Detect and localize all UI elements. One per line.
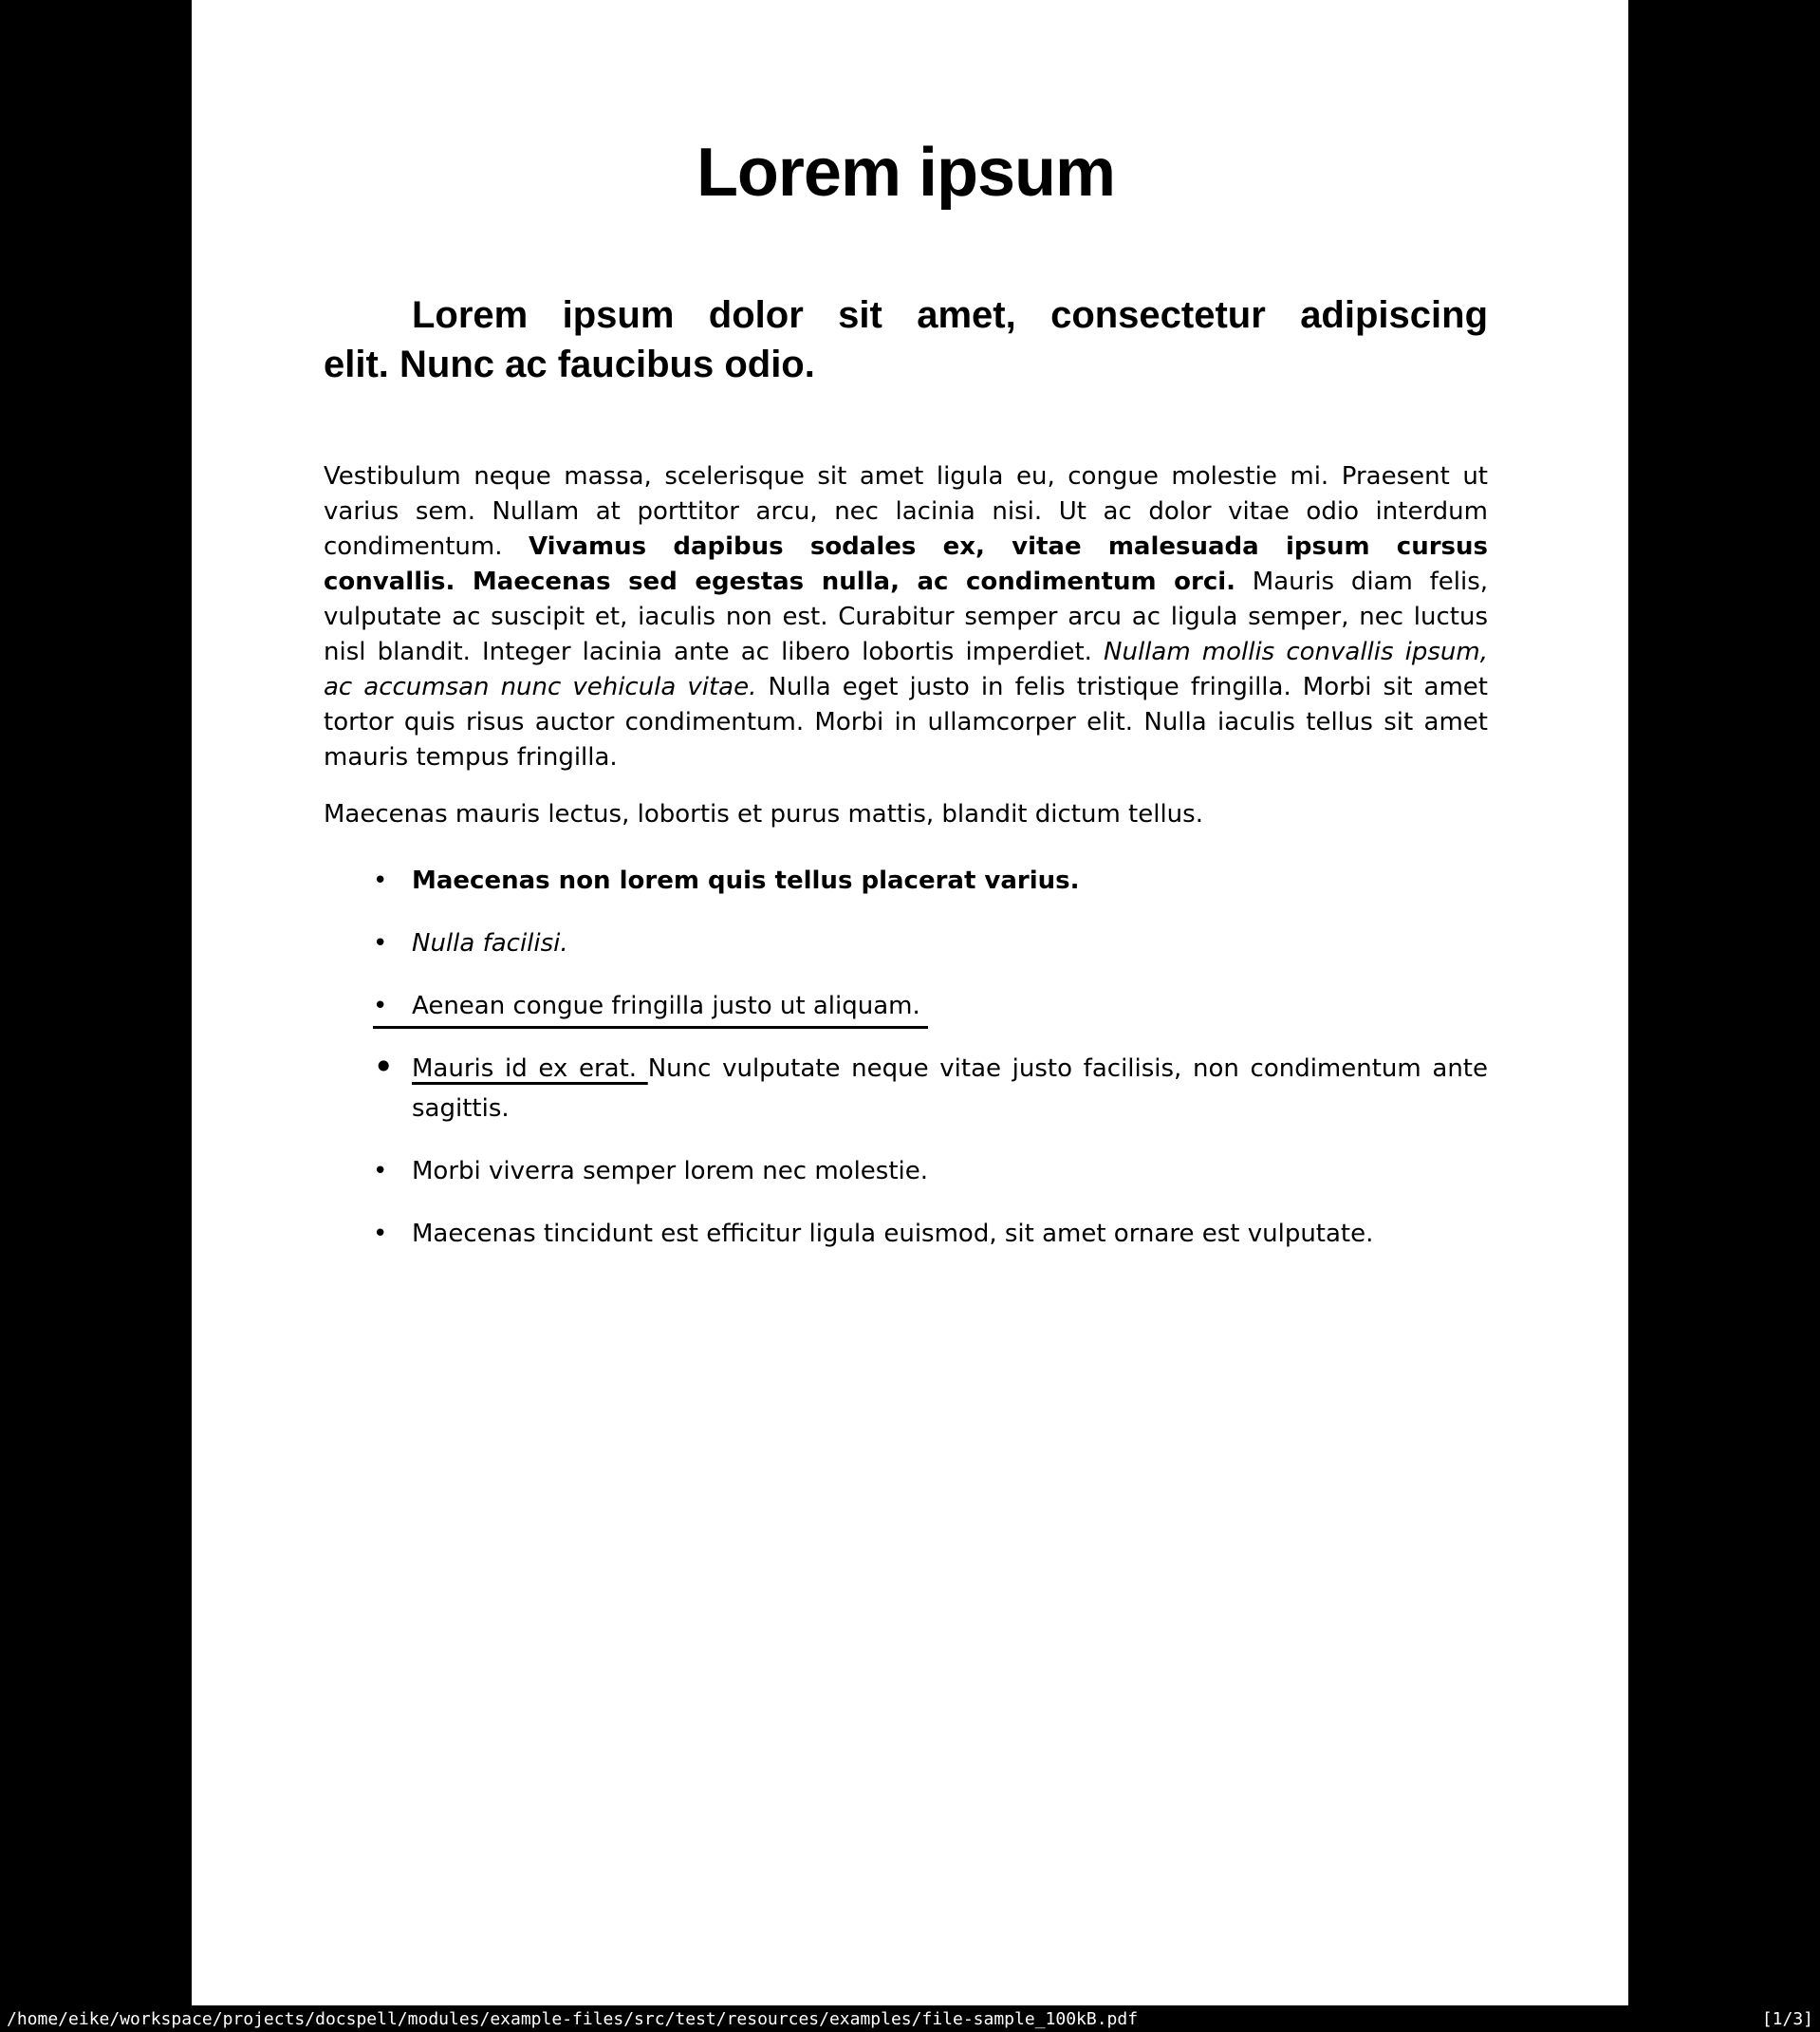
text-run: Maecenas non lorem quis tellus placerat varius.: [412, 867, 1080, 895]
document-page[interactable]: [192, 0, 1628, 2005]
text-run: convallis. Maecenas sed egestas nulla, ac condimentum orci.: [324, 568, 1236, 596]
paragraph-line: [324, 600, 1488, 635]
list-item: [324, 1214, 1488, 1254]
paragraph-line: [324, 494, 1488, 530]
text-run: Morbi viverra semper lorem nec molestie.: [412, 1157, 929, 1185]
list-item: [324, 1046, 1488, 1128]
subtitle-line: elit. Nunc ac faucibus odio.: [324, 344, 815, 385]
document-title: Lorem ipsum: [696, 135, 1116, 211]
paragraph-line: [324, 459, 1488, 494]
statusbar-file-path: /home/eike/workspace/projects/docspell/modules/example-files/src/test/resources/examples/file-sample_100kB.pdf: [7, 2008, 1139, 2029]
bullet-icon: •: [373, 1157, 388, 1185]
bullet-icon: •: [373, 1220, 388, 1248]
statusbar-page-indicator: [1/3]: [1761, 2008, 1813, 2029]
text-run: Nulla facilisi.: [412, 929, 568, 958]
paragraph-line: [324, 530, 1488, 565]
list-item-line: [412, 1089, 1488, 1128]
text-run: Mauris id ex erat.: [412, 1054, 648, 1083]
text-run: Nunc vulputate neque vitae justo facilisis, non condimentum ante: [647, 1054, 1488, 1083]
text-run: vulputate ac suscipit et, iaculis non est. Curabitur semper arcu ac ligula semper, nec luctus: [324, 603, 1488, 631]
text-run: Maecenas mauris lectus, lobortis et purus mattis, blandit dictum tellus.: [324, 800, 1203, 829]
text-run: Aenean congue fringilla justo ut aliquam.: [412, 992, 929, 1020]
text-run: Nullam mollis convallis ipsum,: [1104, 638, 1488, 666]
text-run: Vivamus dapibus sodales ex, vitae malesuada ipsum cursus: [528, 532, 1488, 561]
text-run: varius sem. Nullam at porttitor arcu, nec lacinia nisi. Ut ac dolor vitae odio interdum: [324, 497, 1488, 526]
list-item: [324, 986, 1488, 1029]
bullet-icon: •: [373, 867, 388, 895]
subtitle-line: Lorem ipsum dolor sit amet, consectetur adipiscing: [412, 294, 1488, 336]
list-item: [324, 923, 1488, 963]
list-item: [324, 861, 1488, 901]
list-item-line: [412, 1214, 1488, 1254]
text-run: tortor quis risus auctor condimentum. Morbi in ullamcorper elit. Nulla iaculis tellus sit amet: [324, 708, 1488, 736]
paragraph-line: [324, 705, 1488, 740]
bullet-icon: •: [373, 992, 388, 1020]
text-run: mauris tempus fringilla.: [324, 743, 618, 772]
text-run: condimentum.: [324, 532, 529, 561]
paragraph-1: [324, 459, 1488, 775]
underlined-list-row: [373, 986, 928, 1029]
bullet-icon: •: [373, 929, 388, 958]
text-run: Nulla eget justo in felis tristique fringilla. Morbi sit amet: [756, 673, 1488, 701]
list-item-line: [412, 1049, 1488, 1089]
paragraph-line: [324, 565, 1488, 600]
bullet-icon: •: [373, 1046, 395, 1088]
list-item-line: [412, 923, 1488, 963]
text-run: Mauris diam felis,: [1235, 568, 1489, 596]
paragraph-line: [324, 740, 1488, 775]
text-run: ac accumsan nunc vehicula vitae.: [324, 673, 757, 701]
paragraph-line: [324, 670, 1488, 705]
text-run: Maecenas tincidunt est efficitur ligula euismod, sit amet ornare est vulputate.: [412, 1220, 1374, 1248]
paragraph-2: [324, 797, 1488, 832]
document-subtitle: [324, 290, 1488, 389]
text-run: Vestibulum neque massa, scelerisque sit amet ligula eu, congue molestie mi. Praesent ut: [324, 462, 1488, 491]
document-content: [192, 133, 1628, 1254]
text-run: sagittis.: [412, 1094, 510, 1123]
text-run: nisl blandit. Integer lacinia ante ac libero lobortis imperdiet.: [324, 638, 1105, 666]
bullet-list: [324, 861, 1488, 1254]
paragraph-line: [324, 797, 1488, 832]
list-item: [324, 1151, 1488, 1191]
statusbar: [0, 2005, 1820, 2032]
list-item-line: [412, 1151, 1488, 1191]
paragraph-line: [324, 635, 1488, 670]
list-item-line: [412, 861, 1488, 901]
